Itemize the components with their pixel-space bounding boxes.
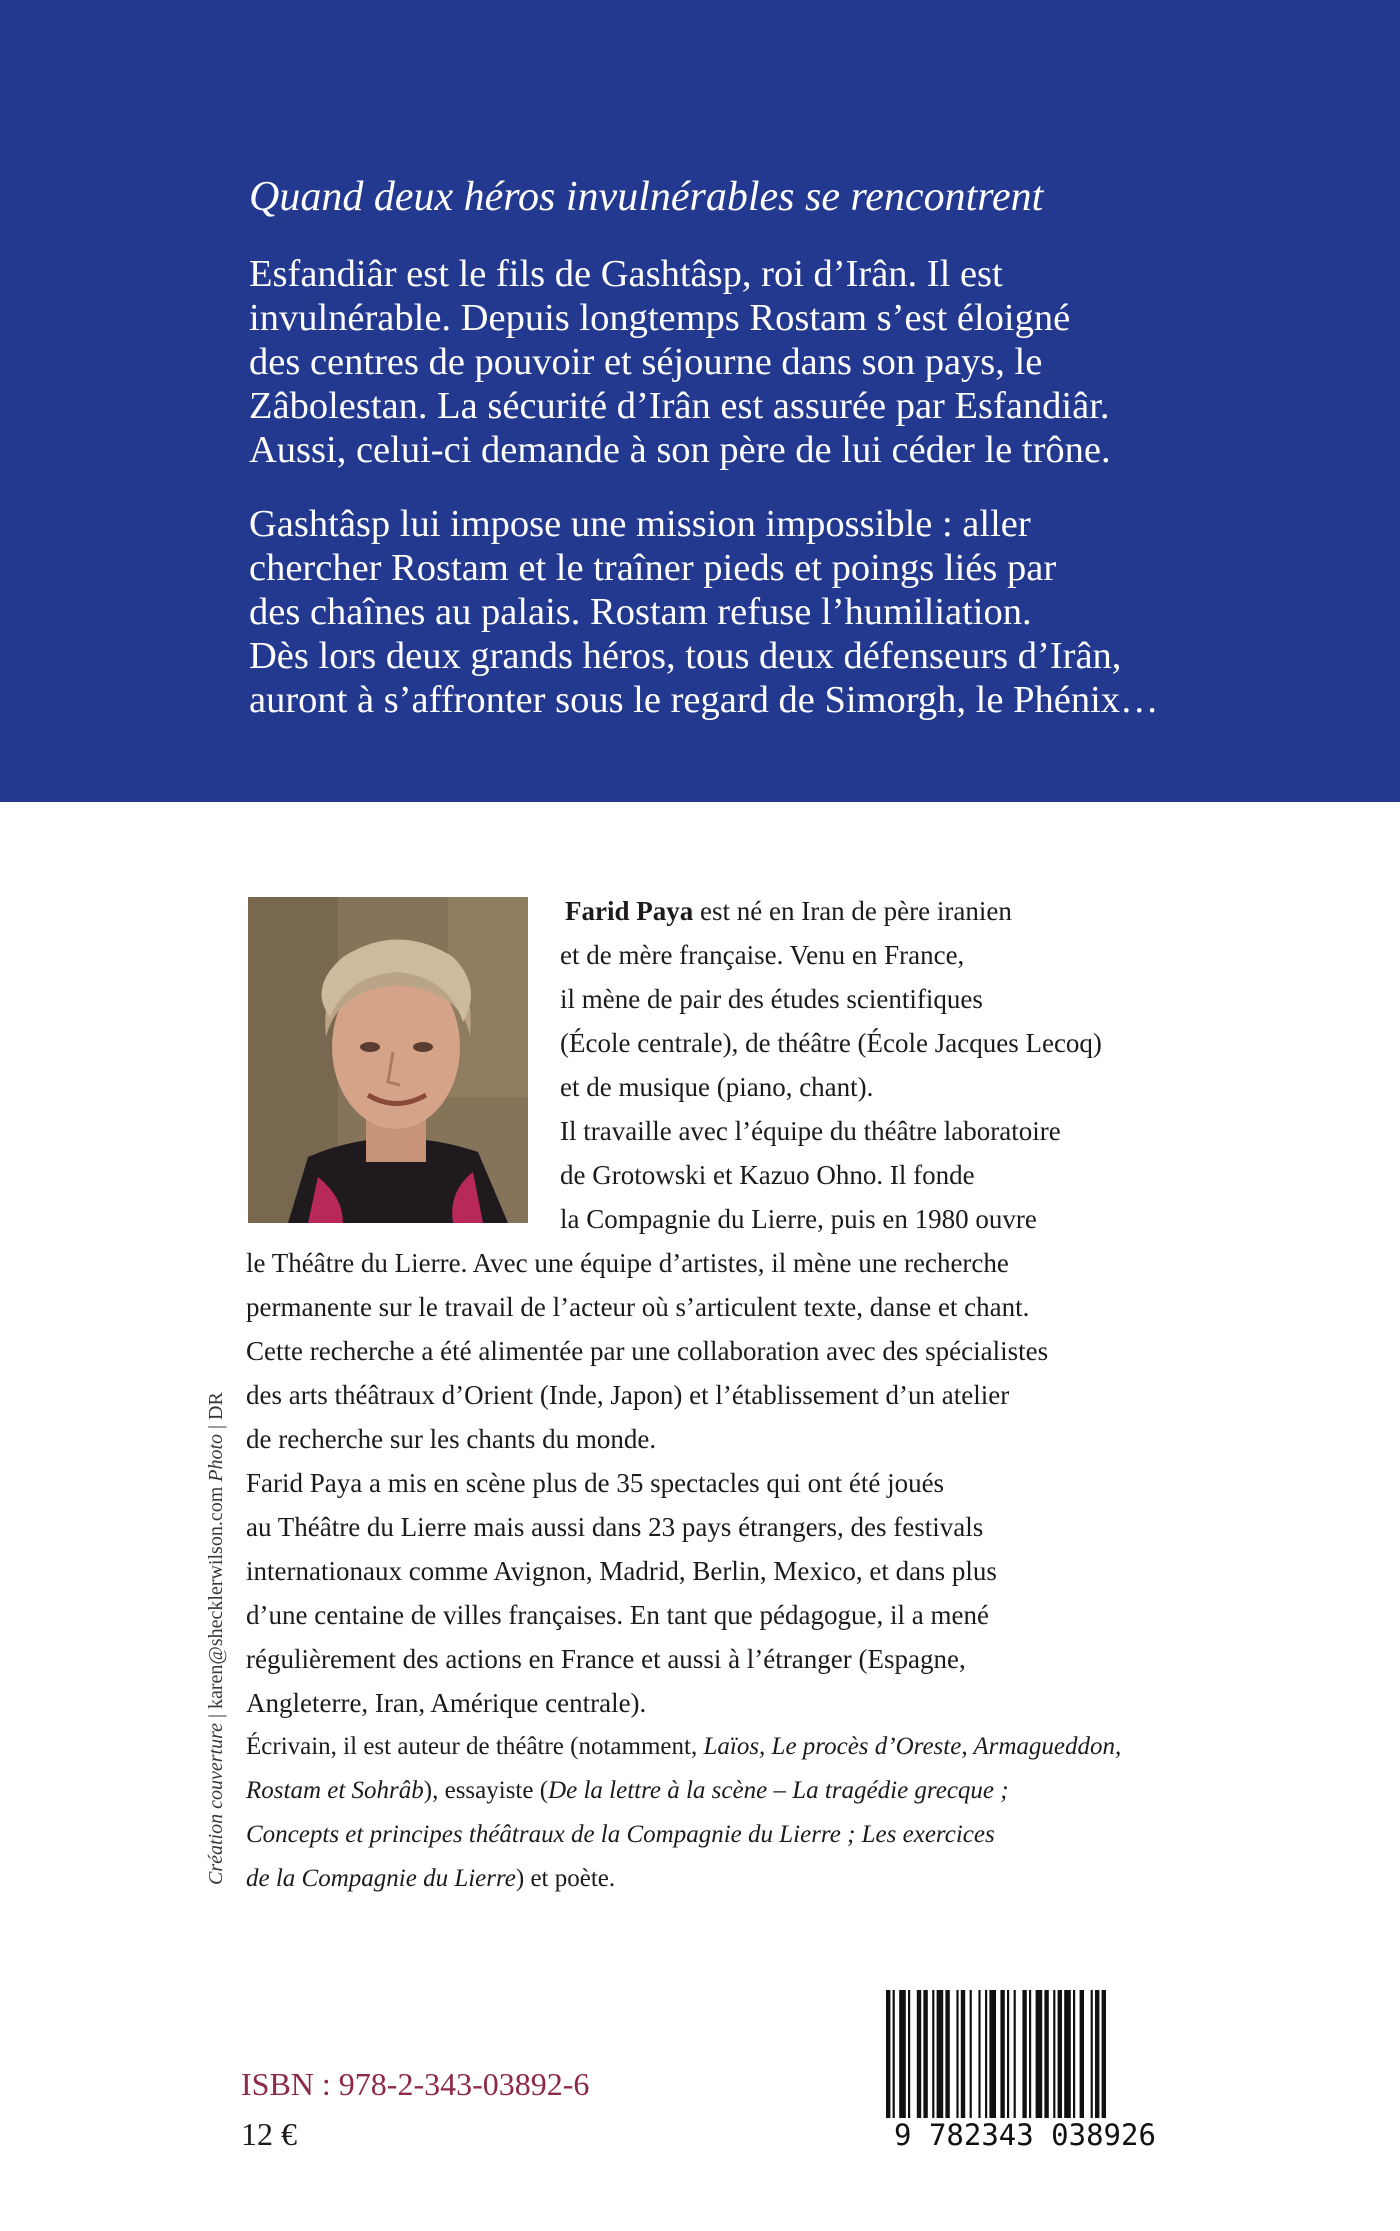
bio-line: permanente sur le travail de l’acteur où s’articulent texte, danse et chant. bbox=[246, 1292, 1030, 1322]
author-name: Farid Paya bbox=[565, 896, 694, 926]
bio-line: d’une centaine de villes françaises. En tant que pédagogue, il a mené bbox=[246, 1600, 989, 1630]
blurb-line: des chaînes au palais. Rostam refuse l’humiliation. bbox=[249, 591, 1032, 633]
blurb-line: invulnérable. Depuis longtemps Rostam s’est éloigné bbox=[249, 297, 1071, 339]
bio-line: au Théâtre du Lierre mais aussi dans 23 pays étrangers, des festivals bbox=[246, 1512, 984, 1542]
bio-line: internationaux comme Avignon, Madrid, Berlin, Mexico, et dans plus bbox=[246, 1556, 997, 1586]
bio-line: Farid Paya est né en Iran de père iranien bbox=[565, 896, 1012, 926]
blurb-line: Esfandiâr est le fils de Gashtâsp, roi d’Irân. Il est bbox=[249, 253, 1003, 295]
blurb-line: auront à s’affronter sous le regard de Simorgh, le Phénix… bbox=[249, 679, 1159, 721]
bio-line: de recherche sur les chants du monde. bbox=[246, 1424, 657, 1454]
bio-line: des arts théâtraux d’Orient (Inde, Japon) et l’établissement d’un atelier bbox=[246, 1380, 1010, 1410]
bio-line: la Compagnie du Lierre, puis en 1980 ouvre bbox=[560, 1204, 1037, 1234]
blurb-line: Gashtâsp lui impose une mission impossible : aller bbox=[249, 503, 1031, 545]
bio-line: de Grotowski et Kazuo Ohno. Il fonde bbox=[560, 1160, 975, 1190]
bio-line: Concepts et principes théâtraux de la Compagnie du Lierre ; Les exercices bbox=[246, 1821, 995, 1848]
bio-line: et de musique (piano, chant). bbox=[560, 1072, 874, 1102]
blurb-line: Aussi, celui-ci demande à son père de lui céder le trône. bbox=[249, 429, 1111, 471]
blurb-line: chercher Rostam et le traîner pieds et poings liés par bbox=[249, 547, 1057, 589]
cover-credit: Création couverture | karen@shecklerwilson.com Photo | DR bbox=[205, 1392, 227, 1885]
blurb-line: Zâbolestan. La sécurité d’Irân est assurée par Esfandiâr. bbox=[249, 385, 1110, 427]
blurb-line: Dès lors deux grands héros, tous deux défenseurs d’Irân, bbox=[249, 635, 1122, 677]
price: 12 € bbox=[241, 2116, 297, 2152]
blurb-line: des centres de pouvoir et séjourne dans son pays, le bbox=[249, 341, 1043, 383]
bio-line: de la Compagnie du Lierre) et poète. bbox=[246, 1865, 616, 1892]
barcode-digits: 9 782343 038926 bbox=[880, 2118, 1170, 2152]
bio-line: Angleterre, Iran, Amérique centrale). bbox=[246, 1688, 647, 1718]
bio-line: il mène de pair des études scientifiques bbox=[560, 984, 983, 1014]
bio-line: le Théâtre du Lierre. Avec une équipe d’artistes, il mène une recherche bbox=[246, 1248, 1009, 1278]
bio-line: Écrivain, il est auteur de théâtre (notamment, Laïos, Le procès d’Oreste, Armagueddon, bbox=[246, 1733, 1122, 1760]
bio-line: Rostam et Sohrâb), essayiste (De la lettre à la scène – La tragédie grecque ; bbox=[246, 1777, 1009, 1804]
bio-line: (École centrale), de théâtre (École Jacques Lecoq) bbox=[560, 1028, 1102, 1058]
bio-line: régulièrement des actions en France et aussi à l’étranger (Espagne, bbox=[246, 1644, 966, 1674]
bio-line: Il travaille avec l’équipe du théâtre laboratoire bbox=[560, 1116, 1061, 1146]
bio-line: Cette recherche a été alimentée par une collaboration avec des spécialistes bbox=[246, 1336, 1049, 1366]
bio-line: Farid Paya a mis en scène plus de 35 spectacles qui ont été joués bbox=[246, 1468, 945, 1498]
isbn: ISBN : 978-2-343-03892-6 bbox=[241, 2066, 590, 2102]
tagline: Quand deux héros invulnérables se rencontrent bbox=[249, 174, 1044, 220]
bio-line: et de mère française. Venu en France, bbox=[560, 940, 965, 970]
